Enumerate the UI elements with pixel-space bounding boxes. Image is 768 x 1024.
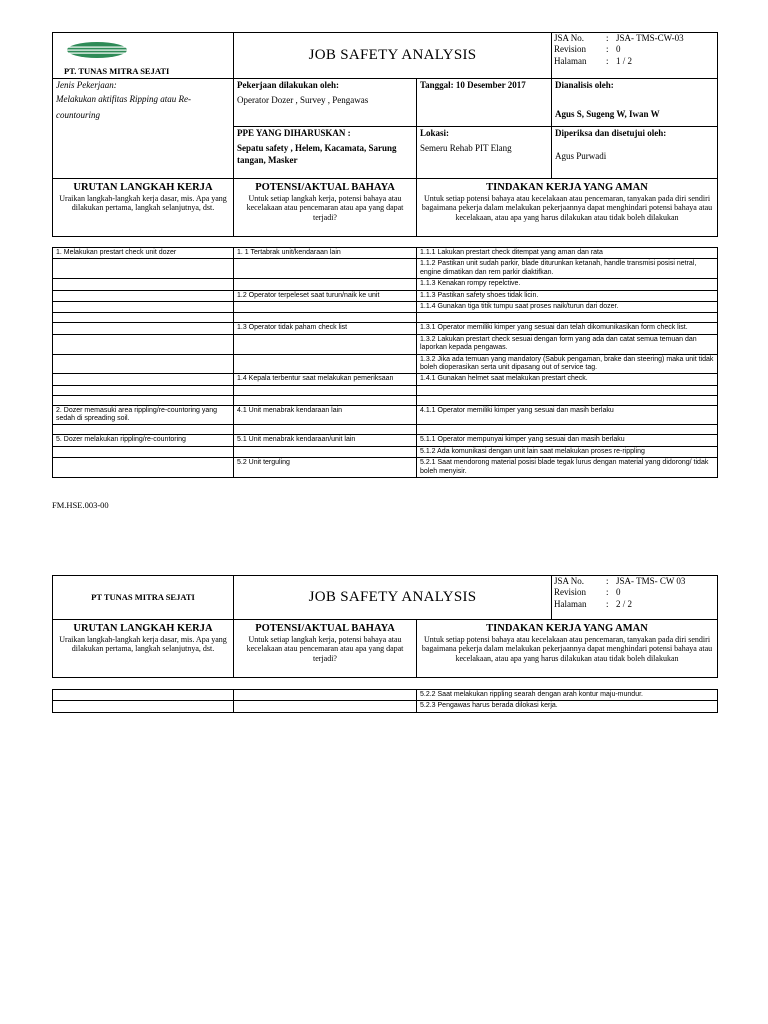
step-cell [53, 313, 234, 323]
col2-title: POTENSI/AKTUAL BAHAYA [255, 182, 395, 193]
step-cell [53, 374, 234, 385]
step-cell: 1. Melakukan prestart check unit dozer [53, 248, 234, 259]
pekerjaan-label: Pekerjaan dilakukan oleh: [237, 80, 340, 90]
page-number-value: 1 / 2 [616, 55, 633, 66]
company-logo-icon [66, 40, 128, 60]
step-cell [53, 446, 234, 457]
col3-header [417, 179, 718, 237]
table-row [53, 395, 718, 405]
document-title-page2: JOB SAFETY ANALYSIS [234, 576, 552, 620]
diperiksa-value: Agus Purwadi [555, 151, 607, 162]
col1-header-page2 [53, 620, 234, 678]
table-row [53, 259, 718, 279]
pekerjaan-cell [234, 79, 417, 127]
col1-header [53, 179, 234, 237]
action-cell: 1.4.1 Gunakan helmet saat melakukan prestart check. [417, 374, 718, 385]
table-row [53, 334, 718, 354]
hazard-cell [234, 259, 417, 279]
meta-label: Revision [554, 587, 587, 598]
revision-value: 0 [616, 44, 621, 55]
step-cell [53, 458, 234, 478]
ppe-value: Sepatu safety , Helem, Kacamata, Sarung tangan, Masker [237, 143, 397, 165]
hazard-cell [234, 690, 417, 701]
hazard-cell [234, 446, 417, 457]
action-cell: 4.1.1 Operator memiliki kimper yang sesuai dan masih berlaku [417, 405, 718, 425]
table-row [53, 301, 718, 312]
col2-subtitle: Untuk setiap langkah kerja, potensi bahaya atau kecelakaan atau pencemaran atau apa yang dapat terjadi? [246, 635, 404, 663]
action-cell: 1.1.3 Pastikan safety shoes tidak licin. [417, 290, 718, 301]
table-row [53, 279, 718, 290]
hazard-cell: 5.2 Unit terguling [234, 458, 417, 478]
company-name-page2: PT TUNAS MITRA SEJATI [53, 576, 234, 620]
meta-label: Revision [554, 44, 587, 55]
meta-sep: : [606, 598, 609, 609]
dianalisis-value: Agus S, Sugeng W, Iwan W [555, 109, 660, 120]
hazard-cell: 1.2 Operator terpeleset saat turun/naik ke unit [234, 290, 417, 301]
step-cell: 2. Dozer memasuki area rippling/re-countoring yang sedah di spreading soil. [53, 405, 234, 425]
table-row [53, 290, 718, 301]
col3-subtitle: Untuk setiap potensi bahaya atau kecelakaan atau pencemaran, tanyakan pada diri sendiri bagaimana pekerja dalam melakukan pekerjaannya dapat menghindari potensi bahaya atau kecelakaan, atau apa yang harus dilakukan atau tidak boleh dilakukan [421, 194, 713, 222]
dianalisis-label: Dianalisis oleh: [555, 80, 614, 90]
action-cell [417, 425, 718, 435]
page2-body-table [52, 689, 718, 713]
step-cell [53, 334, 234, 354]
step-cell [53, 354, 234, 374]
form-code: FM.HSE.003-00 [52, 500, 109, 510]
ppe-label: PPE YANG DIHARUSKAN : [237, 128, 351, 138]
page1-body-table [52, 247, 718, 478]
step-cell [53, 701, 234, 712]
jenis-pekerjaan-cell [53, 79, 234, 179]
tanggal-cell: Tanggal: 10 Desember 2017 [417, 79, 552, 127]
document-title: JOB SAFETY ANALYSIS [234, 33, 552, 79]
action-cell: 1.1.3 Kenakan rompy repelctive. [417, 279, 718, 290]
hazard-cell [234, 701, 417, 712]
col2-header-page2 [234, 620, 417, 678]
col1-subtitle: Uraikan langkah-langkah kerja dasar, mis. Apa yang dilakukan pertama, langkah selanjutnya, dst. [59, 635, 227, 654]
hazard-cell [234, 385, 417, 395]
jsa-meta-cell [552, 33, 718, 79]
hazard-cell: 1.4 Kepala terbentur saat melakukan pemeriksaan [234, 374, 417, 385]
table-row [53, 248, 718, 259]
hazard-cell [234, 279, 417, 290]
step-cell [53, 425, 234, 435]
meta-sep: : [606, 44, 609, 55]
table-row [53, 374, 718, 385]
table-row [53, 313, 718, 323]
step-cell [53, 323, 234, 334]
table-row [53, 446, 718, 457]
action-cell: 5.2.3 Pengawas harus berada dilokasi kerja. [417, 701, 718, 712]
hazard-cell [234, 395, 417, 405]
action-cell: 5.2.1 Saat mendorong material posisi blade tegak lurus dengan material yang didorong/ tidak boleh menyisir. [417, 458, 718, 478]
meta-label: JSA No. [554, 576, 585, 586]
jsa-meta-cell-page2 [552, 576, 718, 620]
step-cell [53, 301, 234, 312]
table-row [53, 425, 718, 435]
hazard-cell [234, 301, 417, 312]
hazard-cell [234, 313, 417, 323]
page-number-value: 2 / 2 [616, 598, 633, 609]
lokasi-cell [417, 127, 552, 179]
meta-label: Halaman [554, 598, 587, 609]
col3-subtitle: Untuk setiap potensi bahaya atau kecelakaan atau pencemaran, tanyakan pada diri sendiri bagaimana pekerja dalam melakukan pekerjaannya dapat menghindari potensi bahaya atau kecelakaan, atau apa yang harus dilakukan atau tidak boleh dilakukan [421, 635, 713, 663]
action-cell: 1.3.2 Lakukan prestart check sesuai dengan form yang ada dan catat semua temuan dan laporkan kepada pengawas. [417, 334, 718, 354]
page2-header-table [52, 575, 718, 678]
action-cell [417, 395, 718, 405]
col2-header [234, 179, 417, 237]
diperiksa-label: Diperiksa dan disetujui oleh: [555, 128, 667, 138]
meta-sep: : [606, 576, 609, 586]
step-cell: 5. Dozer melakukan rippling/re-countoring [53, 435, 234, 446]
hazard-cell: 1. 1 Tertabrak unit/kendaraan lain [234, 248, 417, 259]
action-cell: 5.1.2 Ada komunikasi dengan unit lain saat melakukan proses re-rippling [417, 446, 718, 457]
step-cell [53, 395, 234, 405]
table-row [53, 323, 718, 334]
jenis-value: Melakukan aktifitas Ripping atau Re-countouring [56, 94, 191, 121]
action-cell [417, 313, 718, 323]
meta-sep: : [606, 33, 609, 43]
meta-sep: : [606, 587, 609, 598]
hazard-cell [234, 425, 417, 435]
pekerjaan-value: Operator Dozer , Survey , Pengawas [237, 95, 369, 106]
step-cell [53, 690, 234, 701]
page1-header-table [52, 32, 718, 237]
table-row [53, 701, 718, 712]
lokasi-label: Lokasi: [420, 128, 450, 138]
meta-label: JSA No. [554, 33, 585, 43]
diperiksa-cell [552, 127, 718, 179]
action-cell: 1.3.2 Jika ada temuan yang mandatory (Sabuk pengaman, brake dan steering) maka unit tidak boleh dioperasikan serta unit dipasang out of service tag. [417, 354, 718, 374]
step-cell [53, 279, 234, 290]
hazard-cell: 4.1 Unit menabrak kendaraan lain [234, 405, 417, 425]
company-name: PT. TUNAS MITRA SEJATI [64, 66, 170, 77]
action-cell: 1.1.1 Lakukan prestart check ditempat yang aman dan rata [417, 248, 718, 259]
jsa-no-value: JSA- TMS- CW 03 [616, 576, 686, 586]
action-cell: 5.1.1 Operator mempunyai kimper yang sesuai dan masih berlaku [417, 435, 718, 446]
action-cell: 1.1.2 Pastikan unit sudah parkir, blade diturunkan ketanah, handle transmisi posisi netral, engine dimatikan dan rem parkir diaktifkan. [417, 259, 718, 279]
step-cell [53, 385, 234, 395]
col3-header-page2 [417, 620, 718, 678]
table-row [53, 405, 718, 425]
col2-subtitle: Untuk setiap langkah kerja, potensi bahaya atau kecelakaan atau pencemaran atau apa yang dapat terjadi? [246, 194, 404, 222]
table-row [53, 458, 718, 478]
hazard-cell: 5.1 Unit menabrak kendaraan/unit lain [234, 435, 417, 446]
meta-sep: : [606, 55, 609, 66]
ppe-cell [234, 127, 417, 179]
step-cell [53, 290, 234, 301]
jsa-no-value: JSA- TMS-CW-03 [616, 33, 684, 43]
hazard-cell [234, 334, 417, 354]
col1-title: URUTAN LANGKAH KERJA [73, 623, 213, 634]
action-cell [417, 385, 718, 395]
hazard-cell [234, 354, 417, 374]
hazard-cell: 1.3 Operator tidak paham check list [234, 323, 417, 334]
col1-subtitle: Uraikan langkah-langkah kerja dasar, mis. Apa yang dilakukan pertama, langkah selanjutnya, dst. [59, 194, 227, 213]
lokasi-value: Semeru Rehab PIT Elang [420, 143, 512, 154]
table-row [53, 435, 718, 446]
table-row [53, 354, 718, 374]
col2-title: POTENSI/AKTUAL BAHAYA [255, 623, 395, 634]
col3-title: TINDAKAN KERJA YANG AMAN [486, 182, 648, 193]
action-cell: 5.2.2 Saat melakukan rippling searah dengan arah kontur maju-mundur. [417, 690, 718, 701]
revision-value: 0 [616, 587, 621, 598]
action-cell: 1.1.4 Gunakan tiga titik tumpu saat proses naik/turun dari dozer. [417, 301, 718, 312]
step-cell [53, 259, 234, 279]
action-cell: 1.3.1 Operator memiliki kimper yang sesuai dan telah dikomunikasikan form check list. [417, 323, 718, 334]
table-row [53, 690, 718, 701]
col1-title: URUTAN LANGKAH KERJA [73, 182, 213, 193]
table-row [53, 385, 718, 395]
dianalisis-cell [552, 79, 718, 127]
meta-label: Halaman [554, 55, 587, 66]
jenis-label: Jenis Pekerjaan: [56, 80, 117, 90]
col3-title: TINDAKAN KERJA YANG AMAN [486, 623, 648, 634]
